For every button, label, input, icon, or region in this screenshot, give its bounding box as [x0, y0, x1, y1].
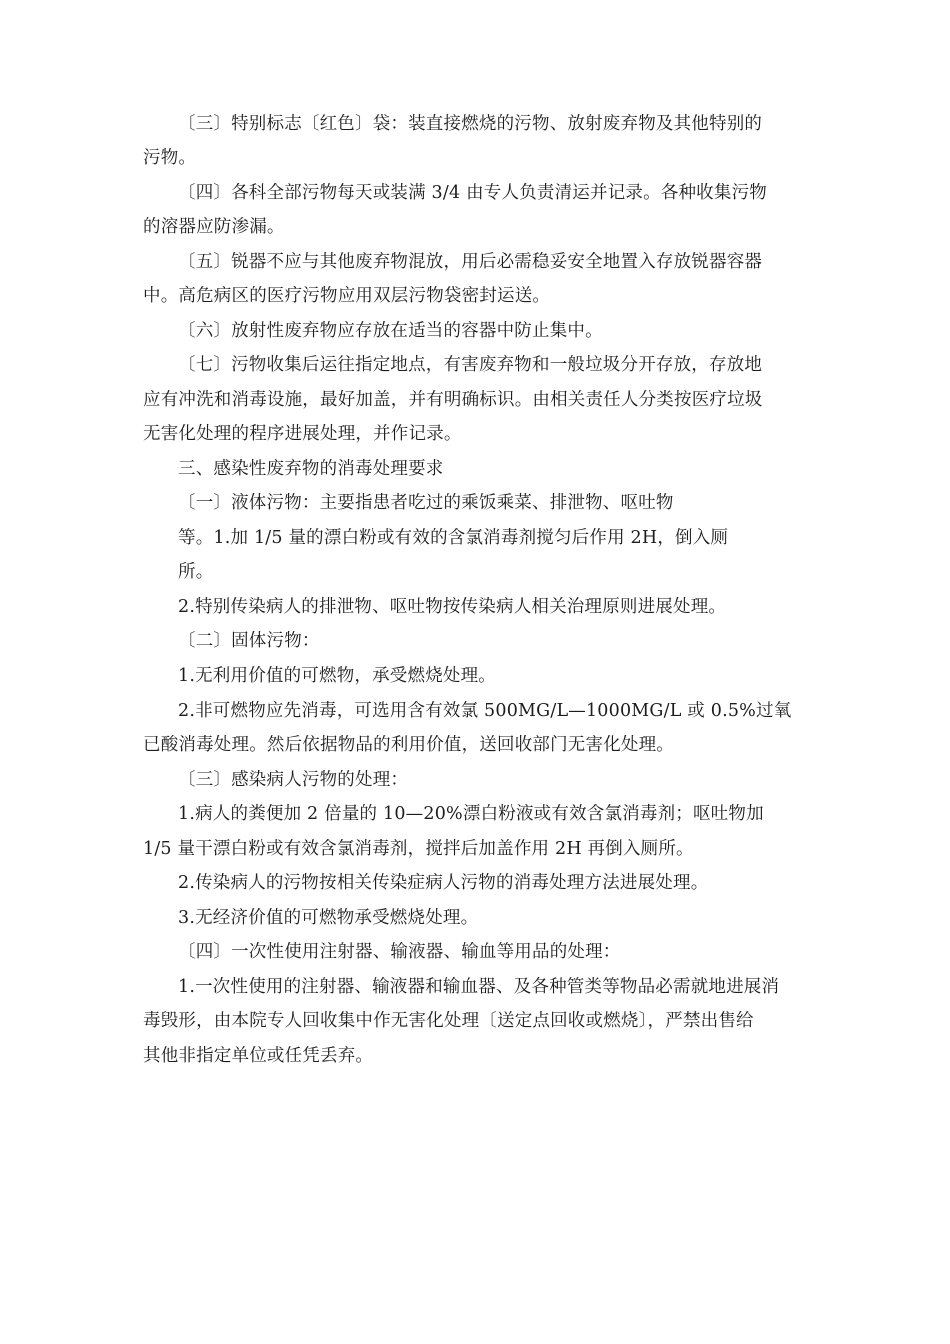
text-line: 1.一次性使用的注射器、输液器和输血器、及各种管类等物品必需就地进展消	[178, 977, 780, 997]
text-line: 〔四〕各科全部污物每天或装满 3/4 由专人负责清运并记录。各种收集污物	[178, 183, 767, 203]
text-line: 其他非指定单位或任凭丢弃。	[143, 1046, 374, 1066]
text-line: 〔二〕固体污物：	[178, 631, 320, 651]
text-line: 2.特别传染病人的排泄物、呕吐物按传染病人相关治理原则进展处理。	[178, 597, 727, 617]
text-line: 所。	[178, 562, 214, 582]
text-line: 应有冲洗和消毒设施，最好加盖，并有明确标识。由相关责任人分类按医疗垃圾	[143, 390, 763, 410]
text-line: 污物。	[143, 148, 197, 168]
text-line: 〔七〕污物收集后运往指定地点，有害废弃物和一般垃圾分开存放，存放地	[178, 355, 763, 375]
text-line: 的溶器应防渗漏。	[143, 217, 285, 237]
text-line: 〔四〕一次性使用注射器、输液器、输血等用品的处理：	[178, 942, 621, 962]
text-line: 2.传染病人的污物按相关传染症病人污物的消毒处理方法进展处理。	[178, 873, 709, 893]
text-line: 1/5 量干漂白粉或有效含氯消毒剂，搅拌后加盖作用 2H 再倒入厕所。	[143, 839, 694, 859]
text-line: 3.无经济价值的可燃物承受燃烧处理。	[178, 908, 479, 928]
text-line: 2.非可燃物应先消毒，可选用含有效氯 500MG/L—1000MG/L 或 0.5%过氧	[178, 701, 792, 721]
text-line: 〔五〕锐器不应与其他废弃物混放，用后必需稳妥安全地置入存放锐器容器	[178, 252, 763, 272]
text-line: 〔三〕感染病人污物的处理：	[178, 770, 409, 790]
text-line: 1.无利用价值的可燃物，承受燃烧处理。	[178, 666, 496, 686]
text-line: 1.病人的粪便加 2 倍量的 10—20%漂白粉液或有效含氯消毒剂；呕吐物加	[178, 804, 764, 824]
text-line: 〔六〕放射性废弃物应存放在适当的容器中防止集中。	[178, 321, 603, 341]
text-line: 〔一〕液体污物：主要指患者吃过的乘饭乘菜、排泄物、呕吐物	[178, 493, 674, 513]
text-line: 已酸消毒处理。然后依据物品的利用价值，送回收部门无害化处理。	[143, 735, 674, 755]
text-line: 毒毁形，由本院专人回收集中作无害化处理〔送定点回收或燃烧〕，严禁出售给	[143, 1011, 754, 1031]
text-line: 无害化处理的程序进展处理，并作记录。	[143, 424, 462, 444]
text-line: 等。1.加 1/5 量的漂白粉或有效的含氯消毒剂搅匀后作用 2H，倒入厕	[178, 528, 729, 548]
text-line: 〔三〕特别标志〔红色〕袋：装直接燃烧的污物、放射废弃物及其他特别的	[178, 114, 763, 134]
text-line: 中。高危病区的医疗污物应用双层污物袋密封运送。	[143, 286, 551, 306]
section-heading: 三、感染性废弃物的消毒处理要求	[178, 459, 444, 479]
